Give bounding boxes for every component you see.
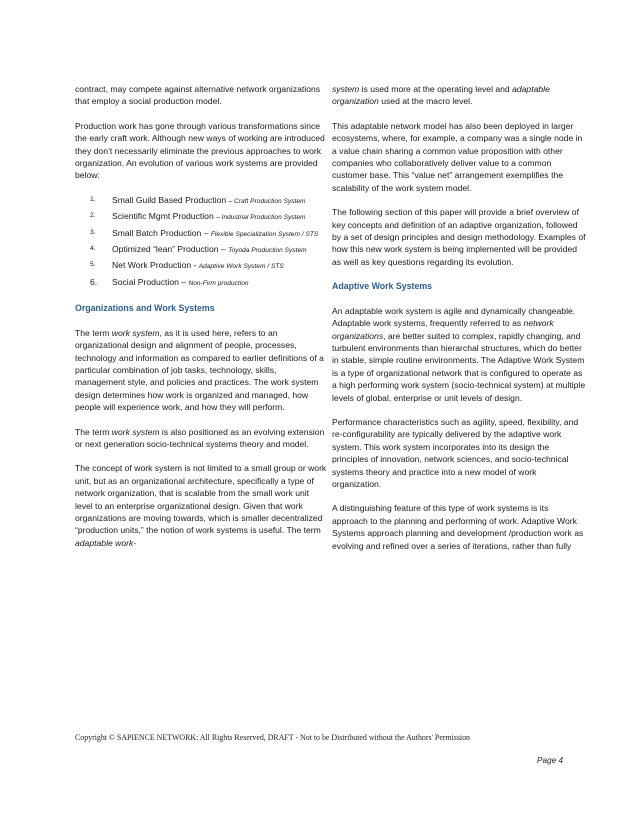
paragraph: This adaptable network model has also been deployed in larger ecosystems, where, for example, a company was a single node in a value chain sharing a common value proposition with other companies who collaboratively deliver value to a common customer base. This “value net” arrangement exemplifies the scalability of the work system model. bbox=[332, 120, 583, 193]
list-item-title: Small Guild Based Production bbox=[112, 194, 227, 205]
text-run: The concept of work system is not limited to a small group or work unit, but as an organizational architecture, specifically a type of network organization, that is scalable from the small work unit level to an enterprise organizational design. Given that work organizations are moving towards, which is smaller decentralized “production units,” the notion of work systems is useful. The term bbox=[75, 463, 327, 536]
paragraph bbox=[75, 327, 328, 414]
paragraph bbox=[332, 305, 586, 404]
text-run: An adaptable work system is agile and dynamically changeable. Adaptable work systems, frequently referred to as bbox=[332, 305, 576, 329]
left-column bbox=[75, 83, 328, 561]
list-item-title: Scientific Mgmt Production bbox=[112, 211, 214, 222]
section-heading: Adaptive Work Systems bbox=[332, 281, 433, 292]
work-systems-list bbox=[75, 194, 328, 290]
emphasis: work system bbox=[111, 327, 160, 338]
paragraph bbox=[75, 426, 328, 451]
emphasis: system bbox=[332, 84, 360, 94]
copyright-footer: Copyright © SAPIENCE NETWORK: All Rights Reserved, DRAFT - Not to be Distributed without the Authors' Permission bbox=[75, 733, 471, 742]
list-item-title: Optimized “lean” Production – bbox=[112, 244, 226, 255]
page-number: Page 4 bbox=[537, 756, 563, 765]
list-item-subtitle: – Craft Production System bbox=[228, 197, 306, 205]
list-item-subtitle: Adaptive Work System / STS bbox=[198, 263, 284, 271]
list-item-title: Social Production – bbox=[112, 276, 187, 287]
text-run: used at the macro level. bbox=[378, 96, 473, 107]
section-heading: Organizations and Work Systems bbox=[75, 303, 215, 314]
list-number: 4. bbox=[90, 245, 96, 253]
emphasis: adaptable work- bbox=[75, 537, 137, 548]
paragraph: The following section of this paper will provide a brief overview of key concepts and definition of an adaptive organization, followed by a set of design principles and design methodology. Examples of how this new work system is being implemented will be provided as well as key questions regarding its evolution. bbox=[332, 207, 586, 267]
emphasis: work system bbox=[111, 426, 160, 437]
list-item bbox=[75, 194, 328, 208]
text-run: is used more at the operating level and bbox=[359, 84, 513, 94]
list-item bbox=[75, 276, 328, 290]
list-item bbox=[75, 259, 328, 273]
paragraph: A distinguishing feature of this type of work systems is its approach to the planning and performing of work. Adaptive Work Systems approach planning and development /production work as evolving and refined over a series of iterations, rather than fully bbox=[332, 503, 584, 551]
list-item-subtitle: Flexible Specialization System / STS bbox=[210, 230, 319, 238]
list-number: 3. bbox=[90, 228, 96, 236]
list-item bbox=[75, 227, 328, 241]
paragraph bbox=[332, 83, 586, 108]
emphasis: adaptable organization bbox=[332, 84, 550, 107]
list-number: 5. bbox=[90, 261, 96, 269]
text-run: The term bbox=[75, 426, 112, 437]
paragraph bbox=[75, 462, 328, 549]
list-item-title: Net Work Production - bbox=[112, 260, 197, 271]
text-run: , as it is used here, refers to an organizational design and alignment of people, processes, technology and information as compared to earlier definitions of a particular combination of job tasks, technology, skills, management style, and policies and practices. The work system design determines how work is organized and managed, how people will experience work, and how they will perform. bbox=[75, 327, 324, 413]
right-column bbox=[332, 83, 586, 564]
text-run: , are better suited to complex, rapidly changing, and turbulent environments than hierarchal structures, which do better in stable, simple routine environments. The Adaptive Work System is a type of organizational network that is configured to operate as a high performing work system (socio-technical system) at multiple levels of global, enterprise or unit levels of design. bbox=[332, 330, 586, 403]
paragraph: contract, may compete against alternative network organizations that employ a social production model. bbox=[75, 84, 321, 107]
list-item bbox=[75, 243, 328, 257]
list-number: 1. bbox=[90, 195, 96, 203]
list-item bbox=[75, 210, 328, 224]
list-item-subtitle: Non-Firm production bbox=[188, 279, 249, 287]
text-run: The term bbox=[75, 327, 112, 338]
list-item-subtitle: Toyoda Production System bbox=[228, 247, 307, 255]
emphasis: network organizations bbox=[332, 318, 554, 341]
list-item-subtitle: – Industrial Production System bbox=[216, 214, 306, 222]
list-number: 2. bbox=[90, 212, 96, 220]
paragraph: Performance characteristics such as agility, speed, flexibility, and re-configurability are typically delivered by the adaptive work system. This work system incorporates into its design the principles of innovation, network sciences, and socio-technical systems theory and practice into a new model of work organization. bbox=[332, 416, 579, 489]
paragraph: Production work has gone through various transformations since the early craft work. Although new ways of working are introduced they don’t necessarily eliminate the previous approaches to work organization. An evolution of various work systems are provided below: bbox=[75, 120, 325, 181]
text-run: is also positioned as an evolving extension or next generation socio-technical systems theory and model. bbox=[75, 426, 325, 449]
list-item-title: Small Batch Production – bbox=[112, 227, 209, 238]
list-number: 6. bbox=[90, 276, 98, 287]
